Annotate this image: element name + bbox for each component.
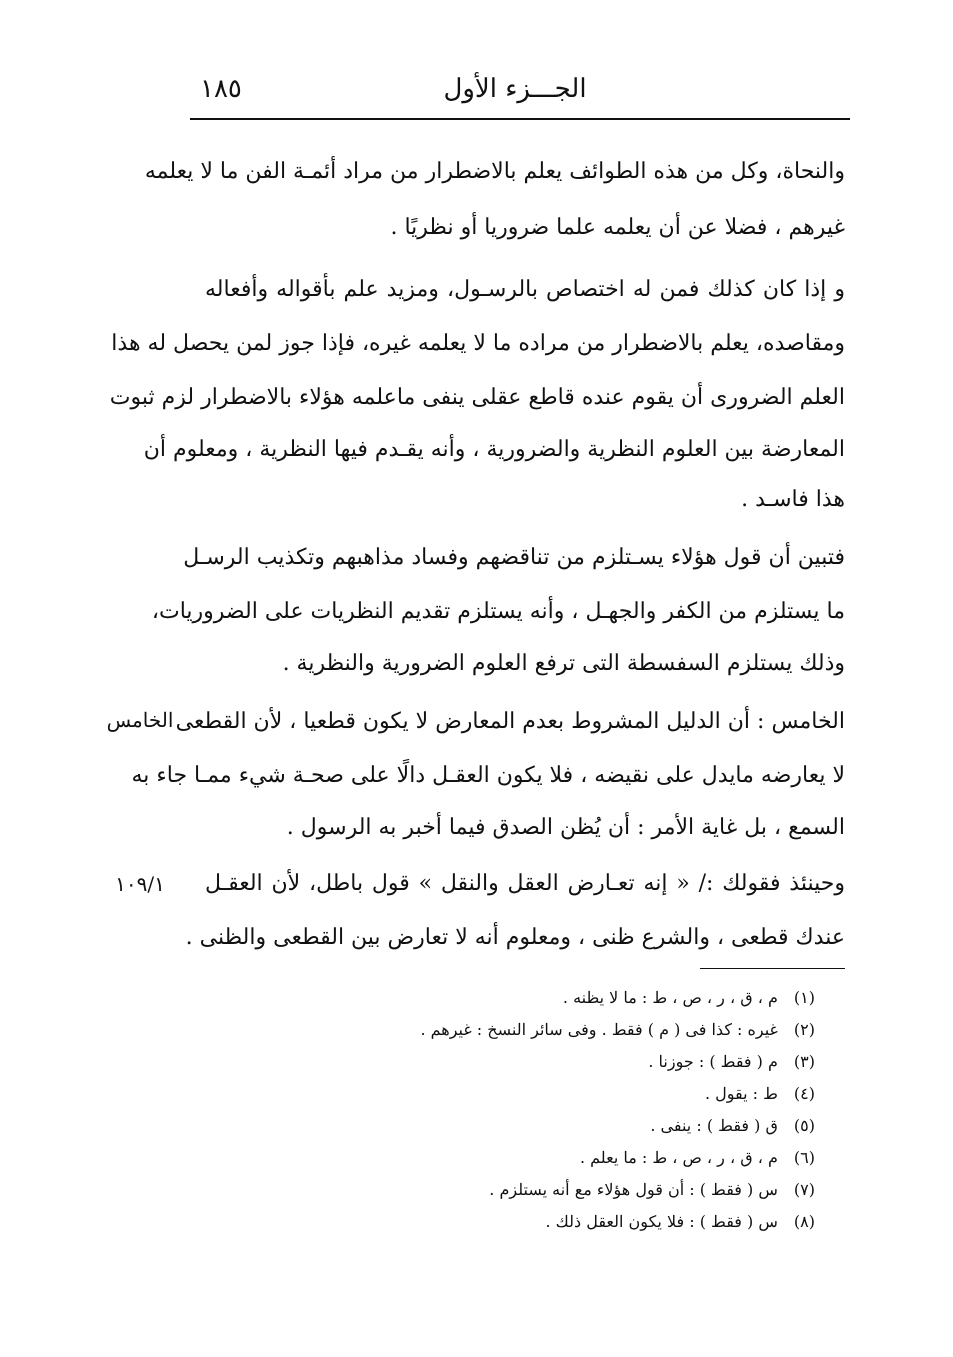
footnote	[650, 1110, 815, 1142]
footnote	[705, 1078, 815, 1110]
footnote-text: س ( فقط ) : فلا يكون العقل ذلك .	[545, 1212, 778, 1231]
text-line: العلم الضرورى أن يقوم عنده قاطع عقلى ينفى ماعلمه هؤلاء بالاضطرار لزم ثبوت	[109, 385, 845, 410]
text-line: الخامس : أن الدليل المشروط بعدم المعارض لا يكون قطعيا ، لأن القطعى	[175, 709, 845, 734]
footnote-number: (٨)	[793, 1212, 815, 1231]
footnote	[545, 1206, 815, 1238]
footnote-text: غيره : كذا فى ( م ) فقط . وفى سائر النسخ : غيرهم .	[420, 1020, 778, 1039]
footnote	[489, 1174, 815, 1206]
footnote	[648, 1046, 815, 1078]
text-line: فتبين أن قول هؤلاء يسـتلزم من تناقضهم وفساد مذاهبهم وتكذيب الرسـل	[183, 545, 845, 570]
footnote-text: ق ( فقط ) : ينفى .	[650, 1116, 778, 1135]
footnote	[580, 1142, 815, 1174]
footnote-text: ط : يقول .	[704, 1084, 778, 1103]
margin-section-label: الخامس	[106, 708, 174, 732]
footnote-number: (٧)	[793, 1180, 815, 1199]
text-line: المعارضة بين العلوم النظرية والضرورية ، وأنه يقـدم فيها النظرية ، ومعلوم أن	[143, 437, 845, 462]
text-line: لا يعارضه مايدل على نقيضه ، فلا يكون العقـل دالًا على صحـة شيء ممـا جاء به	[131, 763, 845, 788]
running-header: الجـــزء الأول	[443, 74, 587, 104]
footnote-text: م ( فقط ) : جوزنا .	[648, 1052, 778, 1071]
text-line: غيرهم ، فضلا عن أن يعلمه علما ضروريا أو نظريًا .	[390, 215, 845, 240]
footnote-number: (١)	[793, 988, 815, 1007]
text-line: و إذا كان كذلك فمن له اختصاص بالرسـول، ومزيد علم بأقواله وأفعاله	[205, 277, 846, 302]
footnote	[563, 982, 815, 1014]
footnote-text: م ، ق ، ر ، ص ، ط : ما يعلم .	[579, 1148, 778, 1167]
text-line: هذا فاسـد .	[741, 487, 845, 512]
footnote-number: (٢)	[793, 1020, 815, 1039]
footnote-number: (٦)	[793, 1148, 815, 1167]
footnote-number: (٣)	[793, 1052, 815, 1071]
footnotes	[380, 982, 815, 1242]
header-divider	[190, 118, 850, 120]
page-number: ١٨٥	[200, 74, 242, 104]
text-line: ومقاصده، يعلم بالاضطرار من مراده ما لا يعلمه غيره، فإذا جوز لمن يحصل له هذا	[111, 331, 845, 356]
text-line: وذلك يستلزم السفسطة التى ترفع العلوم الضرورية والنظرية .	[282, 651, 845, 676]
footnote-text: م ، ق ، ر ، ص ، ط : ما لا يظنه .	[562, 988, 778, 1007]
text-line: ما يستلزم من الكفر والجهـل ، وأنه يستلزم تقديم النظريات على الضروريات،	[151, 599, 845, 624]
footnote-number: (٤)	[793, 1084, 815, 1103]
text-line: السمع ، بل غاية الأمر : أن يُظن الصدق فيما أخبر به الرسول .	[286, 815, 845, 840]
text-line: والنحاة، وكل من هذه الطوائف يعلم بالاضطرار من مراد أئمـة الفن ما لا يعلمه	[144, 159, 845, 184]
text-line: وحينئذ فقولك :/ « إنه تعـارض العقل والنقل » قول باطل، لأن العقـل	[205, 871, 845, 896]
footnote	[420, 1014, 815, 1046]
footnote-number: (٥)	[793, 1116, 815, 1135]
margin-manuscript-ref: ١٠٩/١	[115, 872, 165, 896]
text-line: عندك قطعى ، والشرع ظنى ، ومعلوم أنه لا تعارض بين القطعى والظنى .	[185, 925, 845, 950]
footnote-divider	[700, 968, 845, 969]
footnote-text: س ( فقط ) : أن قول هؤلاء مع أنه يستلزم .	[489, 1180, 778, 1199]
